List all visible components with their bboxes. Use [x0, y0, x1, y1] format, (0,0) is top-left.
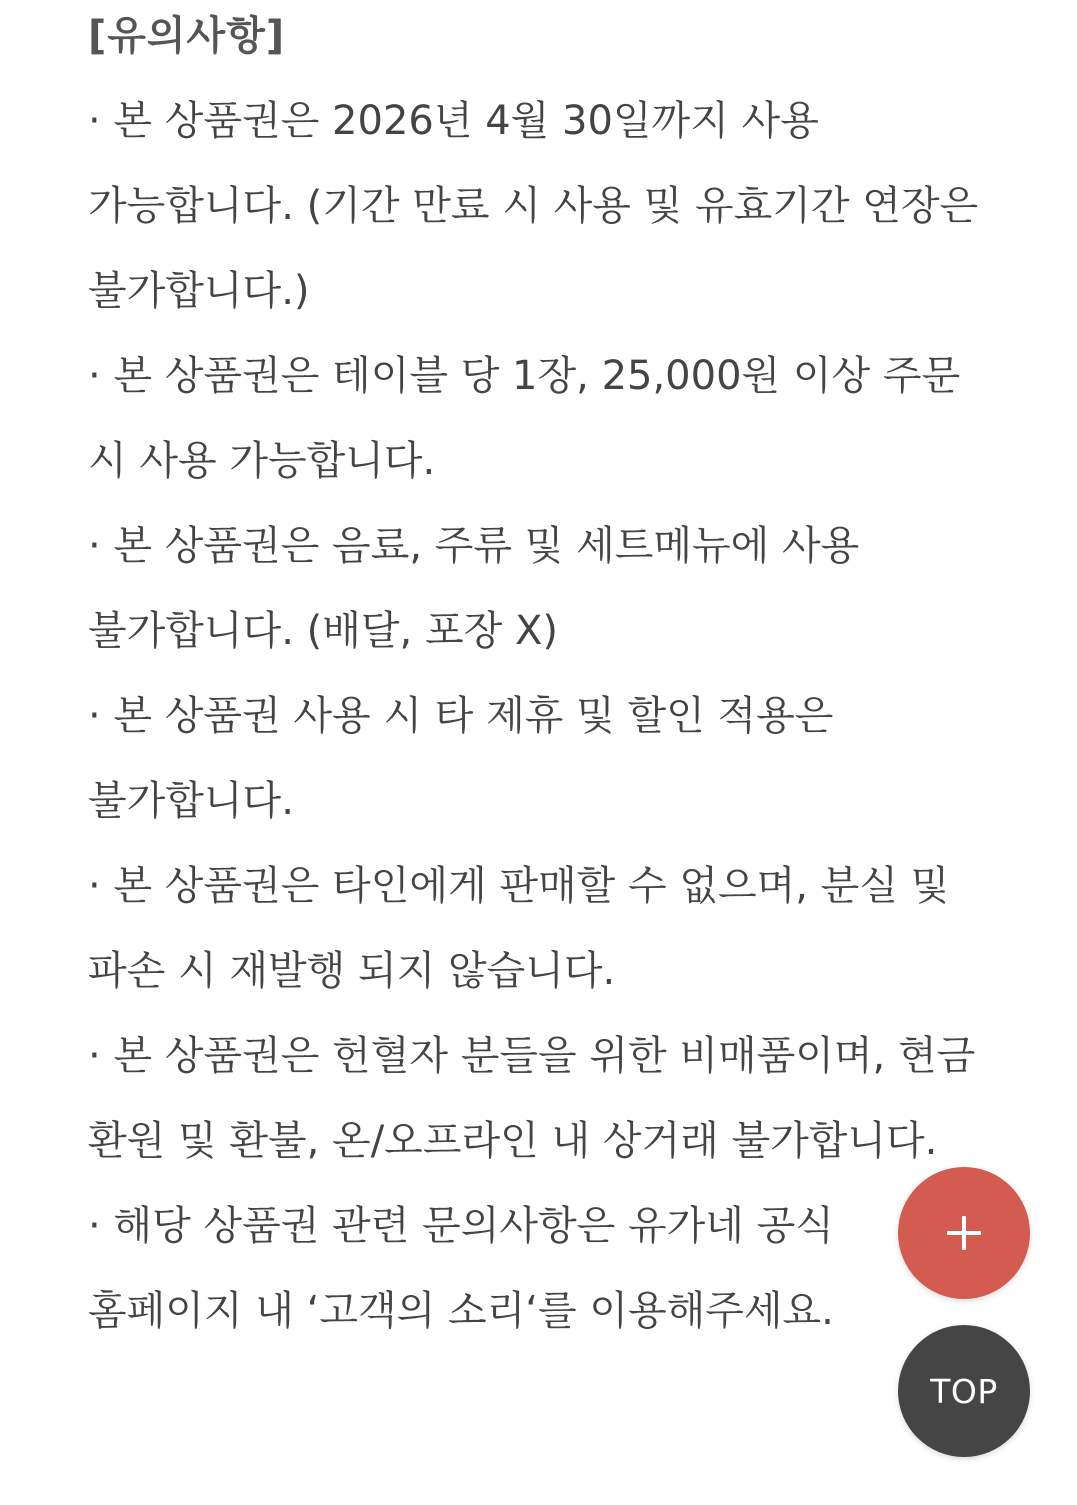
scroll-to-top-button[interactable]: [898, 1325, 1030, 1457]
notice-item: · 해당 상품권 관련 문의사항은 유가네 공식 홈페이지 내 ‘고객의 소리‘를 이용해주세요.: [88, 1203, 834, 1334]
notice-item: · 본 상품권은 타인에게 판매할 수 없으며, 분실 및 파손 시 재발행 되지 않습니다.: [88, 863, 950, 994]
notice-item: · 본 상품권 사용 시 타 제휴 및 할인 적용은 불가합니다.: [88, 693, 834, 824]
add-floating-button[interactable]: [898, 1167, 1030, 1299]
plus-icon: [947, 1216, 981, 1250]
notice-item: · 본 상품권은 2026년 4월 30일까지 사용 가능합니다. (기간 만료 시 사용 및 유효기간 연장은 불가합니다.): [88, 98, 979, 314]
notice-section: [88, 0, 993, 1354]
notice-item: · 본 상품권은 테이블 당 1장, 25,000원 이상 주문 시 사용 가능합니다.: [88, 353, 961, 484]
notice-item: · 본 상품권은 헌혈자 분들을 위한 비매품이며, 현금 환원 및 환불, 온/오프라인 내 상거래 불가합니다.: [88, 1033, 976, 1164]
notice-title: [유의사항]: [88, 13, 286, 59]
notice-item: · 본 상품권은 음료, 주류 및 세트메뉴에 사용 불가합니다. (배달, 포장 X): [88, 523, 860, 654]
top-label: TOP: [930, 1371, 998, 1411]
